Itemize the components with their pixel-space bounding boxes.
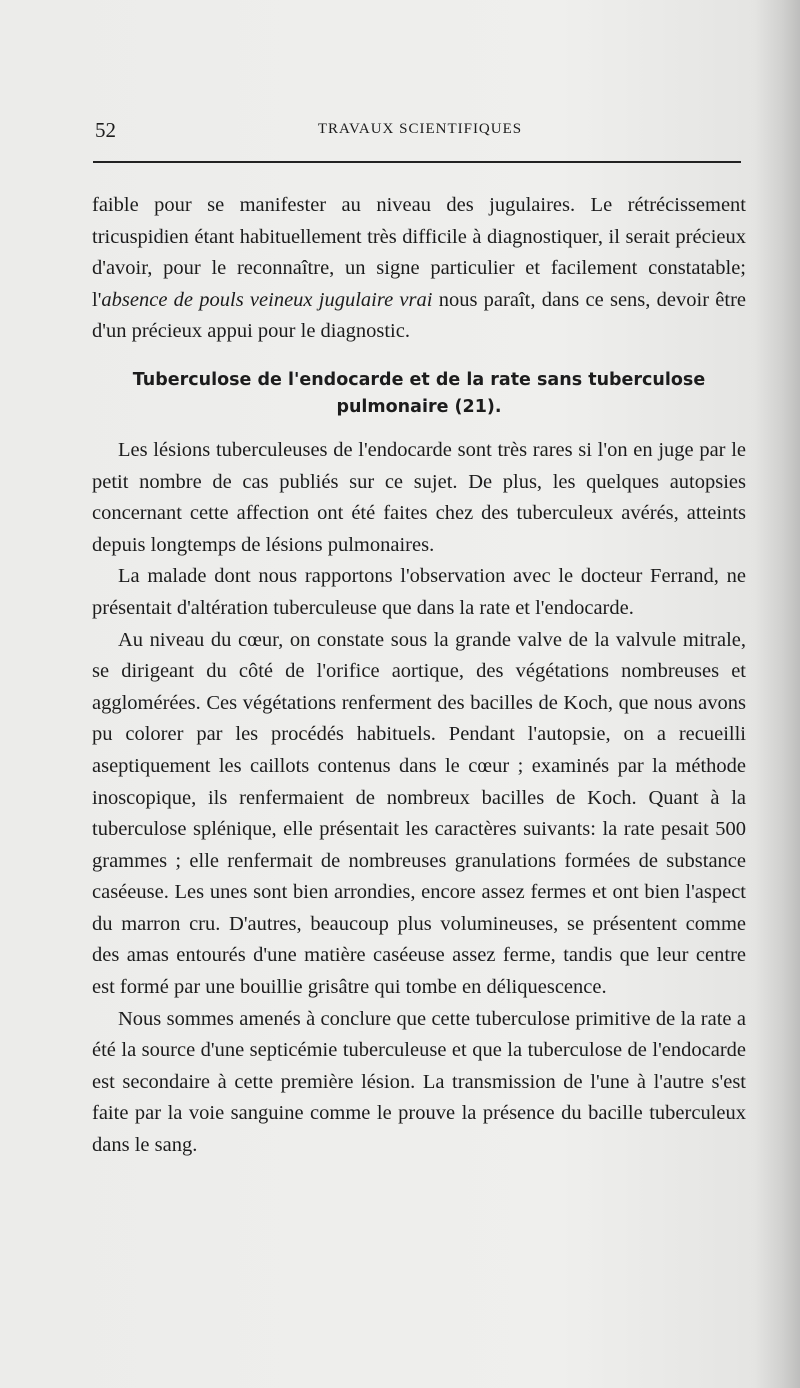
p1-end: nous paraît, dans ce sens, devoir être d'un précieux appui pour le diagnostic.	[92, 288, 746, 343]
paragraph-3: La malade dont nous rapportons l'observation avec le docteur Ferrand, ne présentait d'altération tuberculeuse que dans la rate et l'endocarde.	[92, 565, 746, 619]
page-header	[95, 118, 745, 148]
paragraph-5: Nous sommes amenés à conclure que cette tuberculose primitive de la rate a été la source d'une septicémie tuberculeuse et que la tuberculose de l'endocarde est secondaire à cette première lésion. La transmission de l'une à l'autre s'est faite par la voie sanguine comme le prouve la présence du bacille tuberculeux dans le sang.	[92, 1007, 746, 1157]
paragraph-4: Au niveau du cœur, on constate sous la grande valve de la valvule mitrale, se dirigeant du côté de l'orifice aortique, des végétations nombreuses et agglomérées. Ces végétations renferment des bacilles de Koch, que nous avons pu colorer par les procédés habituels. Pendant l'autopsie, on a recueilli aseptiquement les caillots contenus dans le cœur ; examinés par la méthode inoscopique, ils renfermaient de nombreux bacilles de Koch. Quant à la tuberculose splénique, elle présentait les caractères suivants: la rate pesait 500 grammes ; elle renfermait de nombreuses granulations formées de substance caséeuse. Les unes sont bien arrondies, encore assez fermes et ont bien l'aspect du marron cru. D'autres, beaucoup plus volumineuses, se présentent comme des amas entourés d'une matière caséeuse assez ferme, tandis que leur centre est formé par une bouillie grisâtre qui tombe en déliquescence.	[92, 628, 746, 999]
body-text	[92, 190, 746, 1162]
paragraph-2: Les lésions tuberculeuses de l'endocarde sont très rares si l'on en juge par le petit nombre de cas publiés sur ce sujet. De plus, les quelques autopsies concernant cette affection ont été faites chez des tuberculeux avérés, atteints depuis longtemps de lésions pulmonaires.	[92, 438, 746, 556]
page-number: 52	[95, 118, 116, 142]
page-edge-shadow	[754, 0, 800, 1388]
header-rule	[93, 161, 741, 163]
running-title: TRAVAUX SCIENTIFIQUES	[317, 121, 523, 137]
p1-italic-phrase: absence de pouls veineux jugulaire vrai	[101, 288, 433, 311]
p1-start: faible pour se manifester au niveau des jugulaires. Le rétrécissement tricuspidien étant habituellement très difficile à diagnostiquer, il serait précieux d'avoir, pour le reconnaître, un signe particulier et facilement constatable; l'	[92, 194, 746, 311]
section-heading: Tuberculose de l'endocarde et de la rate sans tuberculose pulmonaire (21).	[132, 369, 706, 417]
paragraph-continuation	[92, 190, 746, 348]
